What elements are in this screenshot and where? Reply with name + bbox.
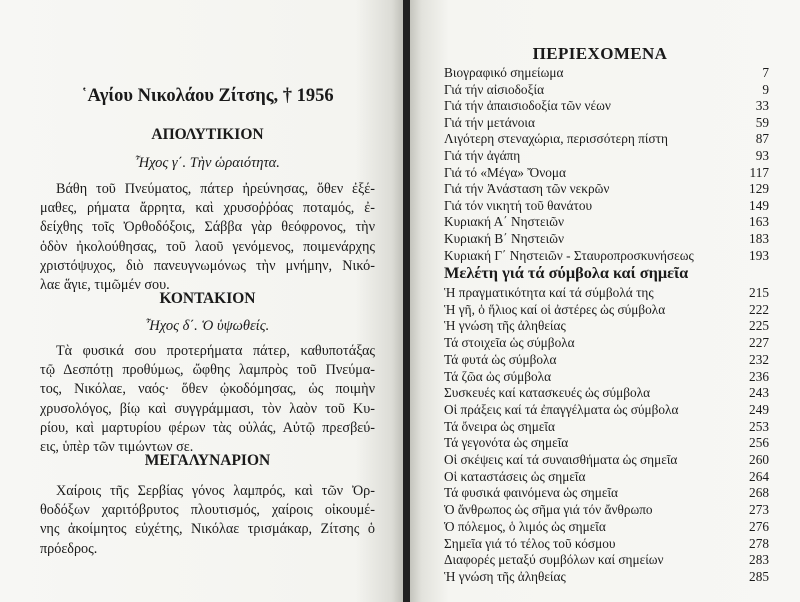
page-title: ῾Αγίου Νικολάου Ζίτσης, † 1956 <box>81 86 334 106</box>
toc-entry-title: Ὁ πόλεμος, ὁ λιμός ὡς σημεῖα <box>444 518 606 534</box>
toc-entry-title: Κυριακή Β΄ Νηστειῶν <box>444 231 564 246</box>
kontakion-text <box>40 342 375 457</box>
toc-entry-page: 117 <box>749 164 769 180</box>
toc-entry <box>444 230 769 248</box>
hymn-line: Βάθη τοῦ Πνεύματος, πάτερ ἠρεύνησας, ὅθεν ἐξέ- <box>56 181 375 197</box>
toc-entry-title: Σημεῖα γιά τό τέλος τοῦ κόσμου <box>444 535 616 551</box>
toc-entry-page: 264 <box>749 468 769 484</box>
toc-entry-title: Οἱ σκέψεις καί τά συναισθήματα ὡς σημεῖα <box>444 452 678 467</box>
toc-entry-title: Τά στοιχεῖα ὡς σύμβολα <box>444 335 575 351</box>
toc-entry-page: 225 <box>749 318 769 334</box>
toc-entry <box>444 180 769 198</box>
toc-entry-title: Οἱ καταστάσεις ὡς σημεῖα <box>444 468 586 484</box>
hymn-line: Χαίροις τῆς Σερβίας γόνος λαμπρός, καὶ τῶν Ὀρ- <box>56 483 375 499</box>
toc-entry <box>444 434 769 452</box>
toc-entry <box>444 247 769 265</box>
toc-entry <box>444 317 769 335</box>
toc-entry <box>444 114 769 132</box>
toc-entry-page: 227 <box>749 335 769 351</box>
toc-entry-title: Γιά τήν αἰσιοδοξία <box>444 81 545 97</box>
toc-entry-title: Ἡ πραγματικότητα καί τά σύμβολά της <box>444 285 654 300</box>
toc-entry-page: 222 <box>749 301 769 317</box>
toc-entry-title: Βιογραφικό σημείωμα <box>444 65 564 80</box>
toc-entry-title: Συσκευές καί κατασκευές ὡς σύμβολα <box>444 385 651 401</box>
toc-entry-page: 253 <box>749 418 769 434</box>
toc-entry-title: Κυριακή Γ΄ Νηστειῶν - Σταυροπροσκυνήσεως <box>444 247 694 263</box>
toc-entry-title: Ἡ γῆ, ὁ ἥλιος καί οἱ ἀστέρες ὡς σύμβολα <box>444 301 666 317</box>
toc-entry-title: Γιά τήν μετάνοια <box>444 114 535 130</box>
toc-entry-page: 278 <box>749 535 769 551</box>
toc-entry-title: Κυριακή Α΄ Νηστειῶν <box>444 214 564 230</box>
toc-entry <box>444 97 769 115</box>
hymn-line: λαε ἅγιε, τιμῶμέν σου. <box>40 277 170 294</box>
toc-entry <box>444 451 769 469</box>
megalynarion-heading: ΜΕΓΑΛΥΝΑΡΙΟΝ <box>144 452 271 469</box>
hymn-line: πρόεδρος. <box>40 540 98 557</box>
toc-entry <box>444 301 769 319</box>
toc-entry-page: 87 <box>755 131 769 147</box>
kontakion-heading: ΚΟΝΤΑΚΙΟΝ <box>159 290 256 307</box>
toc-entry <box>444 384 769 402</box>
toc-entry <box>444 81 769 99</box>
toc-entry <box>444 368 769 386</box>
toc-entry-page: 243 <box>749 385 769 401</box>
toc-entry-page: 183 <box>749 231 769 246</box>
toc-entry-title: Ὁ ἄνθρωπος ὡς σῆμα γιά τόν ἄνθρωπο <box>444 502 653 518</box>
toc-entry-title: Γιά τήν ἀγάπη <box>444 148 521 163</box>
toc-entry-title: Οἱ πράξεις καί τά ἐπαγγέλματα ὡς σύμβολα <box>444 401 679 417</box>
toc-entry-page: 193 <box>749 247 769 263</box>
apolytikion-text <box>40 180 375 295</box>
hymn-line: ὁδὸν ἠκολούθησας, τοῦ λαοῦ γενόμενος, ποιμενάρχης <box>40 238 375 255</box>
toc-entry <box>444 334 769 352</box>
hymn-line: ρίου, καὶ μαρτυρίου φέρων τὰς οὐλάς, Αὐτῷ πρεσβεύ- <box>40 419 375 436</box>
megalynarion-text <box>40 482 375 559</box>
toc-entry-title: Τά φυτά ὡς σύμβολα <box>444 351 557 367</box>
hymn-line: θοδόξων χαριτόβρυτος πλουτισμός, χαίροις οἰκουμέ- <box>40 502 375 519</box>
toc-entry-page: 232 <box>749 351 769 367</box>
hymn-line: εις, ὑπὲρ τῶν τιμώντων σε. <box>40 439 194 456</box>
toc-entry-page: 236 <box>749 368 769 384</box>
toc-entry-page: 33 <box>755 98 769 114</box>
hymn-line: χριστόψυχος, διὸ πανευγνωμόνως τὴν μνήμην, Νικό- <box>40 257 375 274</box>
toc-entry <box>444 484 769 502</box>
toc-entry-title: Διαφορές μεταξύ συμβόλων καί σημείων <box>444 552 664 568</box>
toc-entry <box>444 468 769 486</box>
toc-title: ΠΕΡΙΕΧΟΜΕΝΑ <box>532 44 668 63</box>
toc-entry <box>444 401 769 419</box>
toc-entry <box>444 351 769 369</box>
toc-entry-title: Τά ὄνειρα ὡς σημεῖα <box>444 418 555 434</box>
toc-entry-page: 283 <box>749 552 769 568</box>
toc-entry-page: 215 <box>749 285 769 300</box>
toc-entry-page: 129 <box>749 181 769 197</box>
toc-entry <box>444 501 769 519</box>
toc-entry-page: 249 <box>749 401 769 417</box>
hymn-line: μαθες, ρήματα ἄρρητα, καὶ χρυσοῤῥόας ποταμός, ἐ- <box>40 200 375 217</box>
toc-entry-title: Τά φυσικά φαινόμενα ὡς σημεῖα <box>444 485 618 501</box>
toc-entry-page: 149 <box>749 197 769 213</box>
toc-entry-title: Τά ζῶα ὡς σύμβολα <box>444 368 552 384</box>
toc-entry-page: 7 <box>762 65 769 80</box>
toc-entry <box>444 284 769 302</box>
hymn-line: τος, Νικόλαε, ναός· ὅθεν ᾠκοδόμησας, ὡς ποιμὴν <box>40 381 375 398</box>
toc-entry-title: Γιά τό «Μέγα» Ὄνομα <box>444 164 566 180</box>
toc-entry-page: 256 <box>749 435 769 451</box>
toc-entry <box>444 568 769 586</box>
toc-section-title: Μελέτη γιά τά σύμβολα καί σημεῖα <box>444 263 689 282</box>
toc-entry <box>444 213 769 231</box>
kontakion-tone: Ἦχος δ΄. Ὁ ὑψωθείς. <box>145 318 270 334</box>
toc-entry-title: Ἡ γνώση τῆς ἀληθείας <box>444 318 566 334</box>
toc-entry-page: 268 <box>749 485 769 501</box>
toc-entry-title: Γιά τήν Ἀνάσταση τῶν νεκρῶν <box>444 181 610 197</box>
toc-entry <box>444 130 769 148</box>
toc-entry-page: 9 <box>762 81 769 97</box>
toc-entry <box>444 551 769 569</box>
apolytikion-tone: Ἦχος γ΄. Τὴν ὡραιότητα. <box>135 155 280 171</box>
toc-entry-title: Γιά τόν νικητή τοῦ θανάτου <box>444 197 593 213</box>
apolytikion-heading: ΑΠΟΛΥΤΙΚΙΟΝ <box>151 126 264 143</box>
toc-entry-page: 276 <box>749 518 769 534</box>
toc-entry <box>444 147 769 165</box>
toc-entry-title: Τά γεγονότα ὡς σημεῖα <box>444 435 569 451</box>
toc-entry-page: 163 <box>749 214 769 230</box>
toc-entry-page: 59 <box>755 114 769 130</box>
toc-entry-page: 285 <box>749 568 769 584</box>
toc-entry-page: 273 <box>749 502 769 518</box>
toc-entry <box>444 164 769 182</box>
hymn-line: νης ἀκοίμητος εὐχέτης, Νικόλαε τρισμάκαρ, Ζίτσης ὁ <box>40 521 375 538</box>
hymn-line: Τὰ φυσικά σου προτερήματα πάτερ, καθυποτάξας <box>56 343 375 359</box>
toc-entry-title: Λιγότερη στεναχώρια, περισσότερη πίστη <box>444 131 668 147</box>
toc-entry <box>444 418 769 436</box>
hymn-line: χρυσολόγος, βίῳ καὶ συγγράμμασι, τὸν λαὸν τοῦ Κυ- <box>40 400 375 417</box>
hymn-line: δείχθης τοῖς Ὀρθοδόξοις, Σάββα γὰρ θεόφρονος, τὴν <box>40 219 375 236</box>
toc-entry-page: 260 <box>749 452 769 467</box>
toc-entry <box>444 197 769 215</box>
toc-entry-page: 93 <box>755 148 769 163</box>
toc-entry-title: Γιά τήν ἀπαισιοδοξία τῶν νέων <box>444 98 611 114</box>
hymn-line: τῷ Δεσπότῃ προθύμως, ὤφθης λαμπρὸς τοῦ Πνεύμα- <box>40 362 375 379</box>
toc-entry <box>444 64 769 82</box>
toc-entry-title: Ἡ γνώση τῆς ἀληθείας <box>444 568 566 584</box>
toc-entry <box>444 518 769 536</box>
toc-entry <box>444 535 769 553</box>
